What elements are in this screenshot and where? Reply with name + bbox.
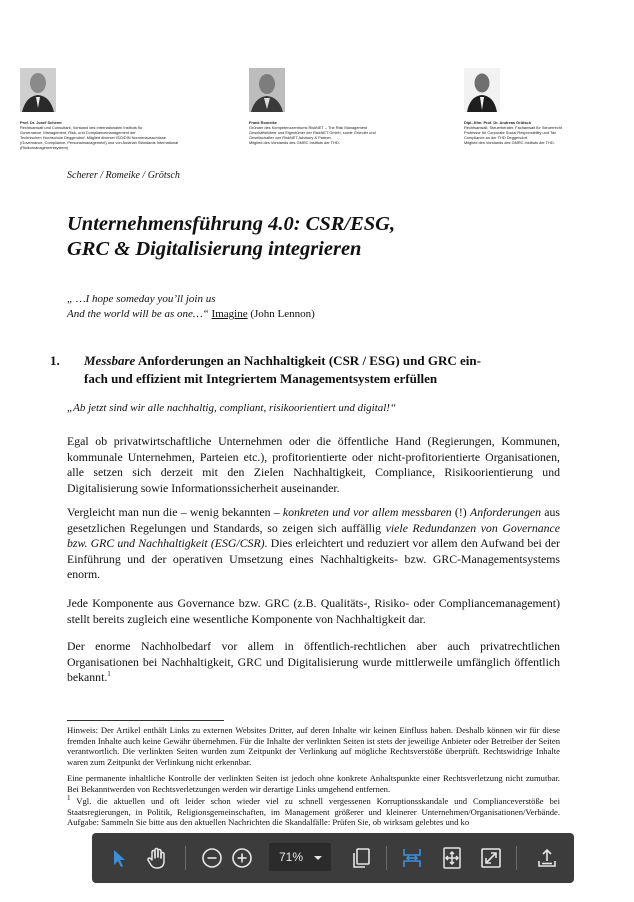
author-line: Compliance an der THD Deggendorf. xyxy=(464,135,529,140)
zoom-out-icon[interactable] xyxy=(199,845,225,871)
title-line: Unternehmensführung 4.0: CSR/ESG, xyxy=(67,213,396,235)
toolbar-separator xyxy=(386,846,387,870)
byline: Scherer / Romeike / Grötsch xyxy=(67,170,180,181)
title-line: GRC & Digitalisierung integrieren xyxy=(67,238,362,260)
select-pointer-icon[interactable] xyxy=(106,845,132,871)
footnote-divider xyxy=(67,720,224,721)
author-line: Rechtsanwalt, Steuerberater, Fachanwalt für Steuerrecht xyxy=(464,125,562,130)
author-name: Frank Romeike xyxy=(249,120,277,125)
author-line: Mitglied des Vorstands des GMRC Instituts der THD. xyxy=(249,140,340,145)
author-line: Technischen Hochschule Deggendorf; Mitglied diverser ISO/DIN Normenausschüsse xyxy=(20,135,166,140)
paragraph-4 xyxy=(67,639,560,686)
author-info-romeike xyxy=(249,120,464,145)
quote-attribution: (John Lennon) xyxy=(247,308,315,320)
footnote-1 xyxy=(67,796,560,828)
toolbar-separator xyxy=(185,846,186,870)
section-number: 1. xyxy=(50,353,60,368)
footnote-number: 1 xyxy=(67,794,71,803)
author-line: Gesellschafter von RiskNET Advisory & Partner. xyxy=(249,135,332,140)
zoom-dropdown-icon xyxy=(313,851,323,865)
paragraph-3: Jede Komponente aus Governance bzw. GRC (z.B. Qualitäts-, Risiko- oder Compliancemanagement) stellt bereits zugleich eine wesentliche Komponente von Nachhaltigkeit dar. xyxy=(67,596,560,626)
pdf-toolbar xyxy=(92,833,574,883)
author-line: Geschäftsführer und Eigentümer der RiskNET GmbH, sowie Gründer und xyxy=(249,130,376,135)
footnote-ref[interactable]: 1 xyxy=(107,670,111,679)
author-name: Dipl.-Kfm. Prof. Dr. Andreas Grötsch xyxy=(464,120,532,125)
author-name: Prof. Dr. Josef Scherer xyxy=(20,120,62,125)
page-view-icon[interactable] xyxy=(348,845,374,871)
paragraph-2 xyxy=(67,505,560,583)
zoom-in-icon[interactable] xyxy=(229,845,255,871)
epigraph-quote xyxy=(67,292,315,322)
author-info-scherer xyxy=(20,120,235,150)
fit-width-icon[interactable] xyxy=(399,845,425,871)
text-span: aus gesetzlichen Regelungen und Standards, so zeigen sich auffällig xyxy=(67,505,560,535)
document-title xyxy=(67,212,527,262)
text-span: Dies erleichtert und reduziert vor allem den Aufwand bei der Einführung und der operativen Umsetzung eines Nachhaltigkeits- bzw. GRC-Managementsystems enorm. xyxy=(67,536,560,582)
section-italic-word: Messbare xyxy=(84,353,136,368)
text-span-italic: Anforderungen xyxy=(469,505,541,519)
author-line: Rechtsanwalt und Consultant, Vorstand des Internationalen Instituts für xyxy=(20,125,143,130)
fit-page-icon[interactable] xyxy=(439,845,465,871)
author-line: Professor für Corporate Social Responsibility und Tax xyxy=(464,130,557,135)
author-line: Governance, Management, Risk- und Compliancemanagement der xyxy=(20,130,136,135)
author-photo-scherer xyxy=(20,68,56,112)
hand-pan-icon[interactable] xyxy=(144,845,170,871)
quote-line: And the world will be as one…“ xyxy=(67,308,212,320)
footnote-hint: Hinweis: Der Artikel enthält Links zu externen Websites Dritter, auf deren Inhalte wir keinen Einfluss haben. Deshalb können wir für diese fremden Inhalte auch keine Gewähr übernehmen. Für die Inhalte der verlinkten Seiten ist stets der jeweilige Anbieter oder Betreiber der Seiten verantwortlich. Die verlinkten Seiten wurden zum Zeitpunkt der Verlinkung auf mögliche Rechtsverstöße überprüft. Rechtswidrige Inhalte waren zum Zeitpunkt der Verlinkung nicht erkennbar. xyxy=(67,725,560,767)
author-photo-romeike xyxy=(249,68,285,112)
text-span-italic: konkreten und vor allem messbaren xyxy=(282,505,452,519)
text-span: Der enorme Nachholbedarf vor allem in öffentlich-rechtlichen aber auch privatrechtlichen Organisationen bei Nachhaltigkeit, GRC und Digitalisierung wurde mittlerweile umfänglich öffentlich bekannt. xyxy=(67,639,560,685)
download-icon[interactable] xyxy=(534,845,560,871)
quote-line: „ …I hope someday you’ll join us xyxy=(67,293,216,305)
zoom-level-value: 71% xyxy=(279,850,304,864)
author-photo-groetsch xyxy=(464,68,500,112)
text-span: (!) xyxy=(451,505,470,519)
toolbar-separator xyxy=(516,846,517,870)
text-span: Vergleicht man nun die – wenig bekannten – xyxy=(67,505,283,519)
section-heading-text: Anforderungen an Nachhaltigkeit (CSR / ESG) und GRC ein- xyxy=(135,353,481,368)
section-heading-line2: fach und effizient mit Integriertem Managementsystem erfüllen xyxy=(84,371,438,386)
author-line: (Risikomanagementsystem) xyxy=(20,145,69,150)
zoom-level-select[interactable] xyxy=(269,843,331,871)
author-line: (Governance, Compliance, Personalmanagement) und von Austrian Standards International xyxy=(20,140,179,145)
author-line: Mitglied des Vorstands des GMRC Instituts der THD. xyxy=(464,140,555,145)
section-heading xyxy=(50,352,547,388)
footnote-hint-2: Eine permanente inhaltliche Kontrolle der verlinkten Seiten ist jedoch ohne konkrete Anhaltspunkte einer Rechtsverletzung nicht zumutbar. Bei Bekanntwerden von Rechtsverletzungen werden wir derartige Links umgehend entfernen. xyxy=(67,773,560,794)
footnote-text: Vgl. die aktuellen und oft leider schon wieder viel zu schnell vergessenen Korruptionsskandale und Complianceverstöße bei Staatsregierungen, in Politik, Religionsgemeinschaften, im Management größerer und kleinerer Unternehmen/Organisationen/Verbände. Aufgabe: Sammeln Sie bitte aus den aktuellen Nachrichten die Skandalfälle: Prüfen Sie, ob wirksam gelebtes und ko xyxy=(67,796,560,828)
paragraph-1: Egal ob privatwirtschaftliche Unternehmen oder die öffentliche Hand (Regierungen, Kommunen, kommunale Unternehmen, Parteien etc.), profitorientierte oder nicht-profitorientierte Organisationen, alle setzen sich derzeit mit den Zielen Nachhaltigkeit, Compliance, Risikoorientierung und Digitalisierung sowie Informationssicherheit auseinander. xyxy=(67,434,560,495)
imagine-link[interactable]: Imagine xyxy=(211,308,248,320)
fullscreen-icon[interactable] xyxy=(478,845,504,871)
section-quote: „Ab jetzt sind wir alle nachhaltig, compliant, risikoorientiert und digital!“ xyxy=(67,402,397,414)
author-line: Gründer des Kompetenzzentrums RiskNET – The Risk Management xyxy=(249,125,368,130)
text-span-italic: viele Redundanzen von Governance bzw. GRC und Nachhaltigkeit (ESG/CSR). xyxy=(67,520,560,551)
author-info-groetsch xyxy=(464,120,624,145)
